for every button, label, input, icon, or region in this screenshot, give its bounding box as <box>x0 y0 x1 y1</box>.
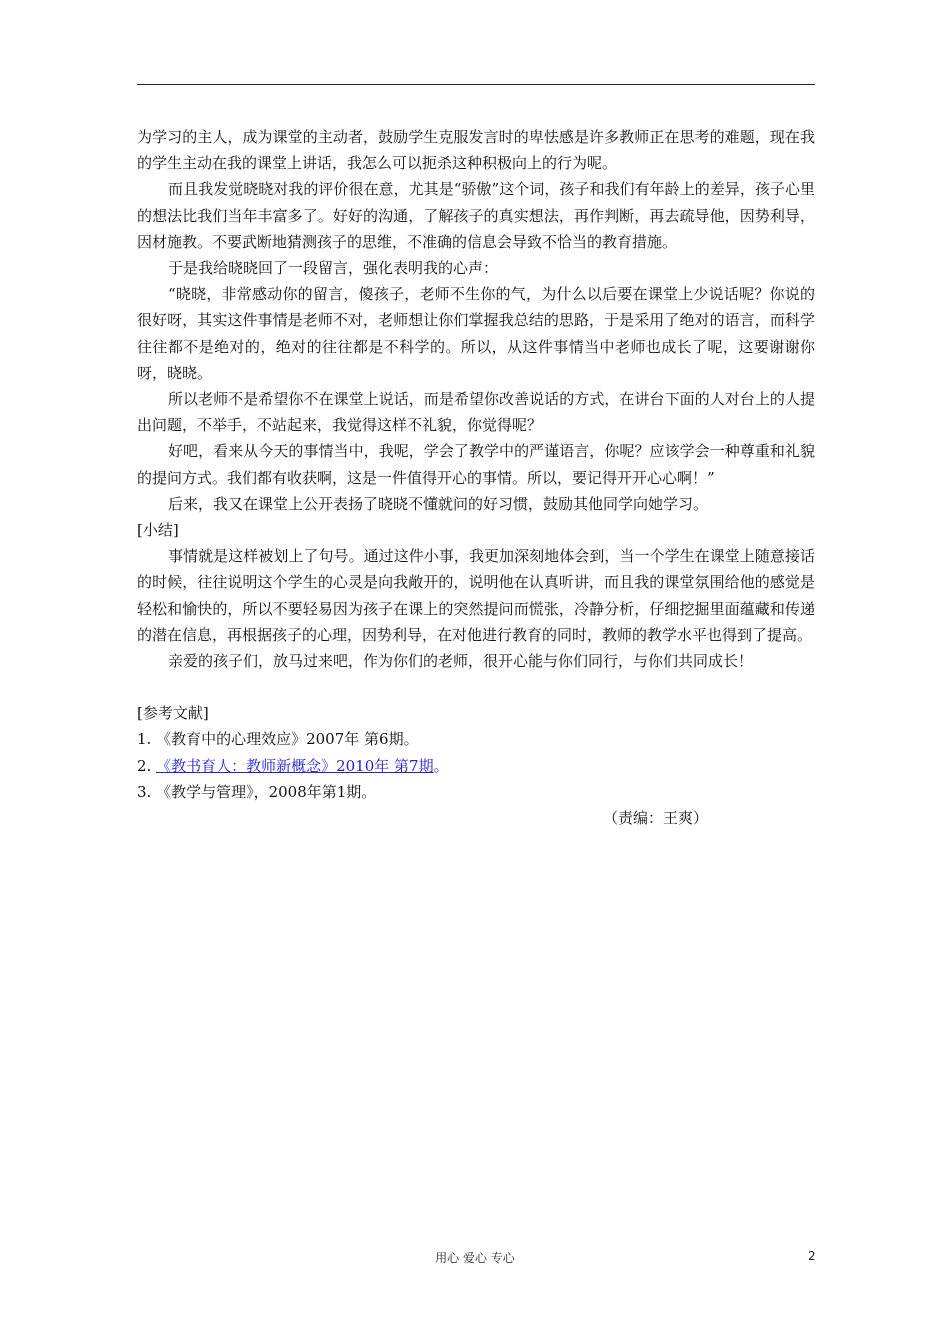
reference-item-2 <box>137 753 815 779</box>
reference-number: 1. <box>137 730 152 749</box>
reference-item-3 <box>137 779 815 805</box>
header-rule <box>137 84 815 85</box>
reference-text: 《教育中的心理效应》2007年 第6期。 <box>156 730 419 749</box>
paragraph-3: 于是我给晓晓回了一段留言，强化表明我的心声： <box>168 259 499 278</box>
paragraph-9: 亲爱的孩子们，放马过来吧，作为你们的老师，很开心能与你们同行，与你们共同成长！ <box>168 652 754 671</box>
article-body <box>137 124 815 831</box>
reference-item-1 <box>137 726 815 752</box>
paragraph-1: 为学习的主人，成为课堂的主动者，鼓励学生克服发言时的卑怯感是许多教师正在思考的难题，现在我的学生主动在我的课堂上讲话，我怎么可以扼杀这种积极向上的行为呢。 <box>137 128 815 173</box>
reference-link[interactable]: 《教书育人：教师新概念》2010年 第7期 <box>156 756 434 775</box>
page-number: 2 <box>808 1249 816 1263</box>
reference-number: 3. <box>137 782 152 801</box>
summary-heading: [小结] <box>137 521 179 540</box>
paragraph-7: 后来，我又在课堂上公开表扬了晓晓不懂就问的好习惯，鼓励其他同学向她学习。 <box>168 494 709 513</box>
paragraph-4: “晓晓，非常感动你的留言，傻孩子，老师不生你的气，为什么以后要在课堂上少说话呢？你说的很好呀，其实这件事情是老师不对，老师想让你们掌握我总结的思路，于是采用了绝对的语言，而科学往往都不是绝对的，绝对的往往都是不科学的。所以，从这件事情当中老师也成长了呢，这要谢谢你呀，晓晓。 <box>137 285 815 382</box>
paragraph-2: 而且我发觉晓晓对我的评价很在意，尤其是“骄傲”这个词，孩子和我们有年龄上的差异，孩子心里的想法比我们当年丰富多了。好好的沟通，了解孩子的真实想法，再作判断，再去疏导他，因势利导，因材施教。不要武断地猜测孩子的思维，不准确的信息会导致不恰当的教育措施。 <box>137 180 815 251</box>
reference-number: 2. <box>137 756 152 775</box>
reference-text: 《教学与管理》，2008年第1期。 <box>156 782 377 801</box>
editor-credit: （责编：王爽） <box>602 809 708 828</box>
paragraph-8: 事情就是这样被划上了句号。通过这件小事，我更加深刻地体会到，当一个学生在课堂上随意接话的时候，往往说明这个学生的心灵是向我敞开的，说明他在认真听讲，而且我的课堂氛围给他的感觉是轻松和愉快的，所以不要轻易因为孩子在课上的突然提问而慌张，冷静分析，仔细挖掘里面蕴藏和传递的潜在信息，再根据孩子的心理，因势利导，在对他进行教育的同时，教师的教学水平也得到了提高。 <box>137 547 815 644</box>
references-heading: [参考文献] <box>137 704 209 723</box>
reference-suffix: 。 <box>433 756 449 775</box>
paragraph-6: 好吧，看来从今天的事情当中，我呢，学会了教学中的严谨语言，你呢？应该学会一种尊重和礼貌的提问方式。我们都有收获啊，这是一件值得开心的事情。所以，要记得开开心心啊！” <box>137 442 815 487</box>
footer-motto: 用心 爱心 专心 <box>435 1251 515 1265</box>
spacer <box>137 674 815 700</box>
paragraph-5: 所以老师不是希望你不在课堂上说话，而是希望你改善说话的方式，在讲台下面的人对台上的人提出问题，不举手，不站起来，我觉得这样不礼貌，你觉得呢？ <box>137 390 815 435</box>
